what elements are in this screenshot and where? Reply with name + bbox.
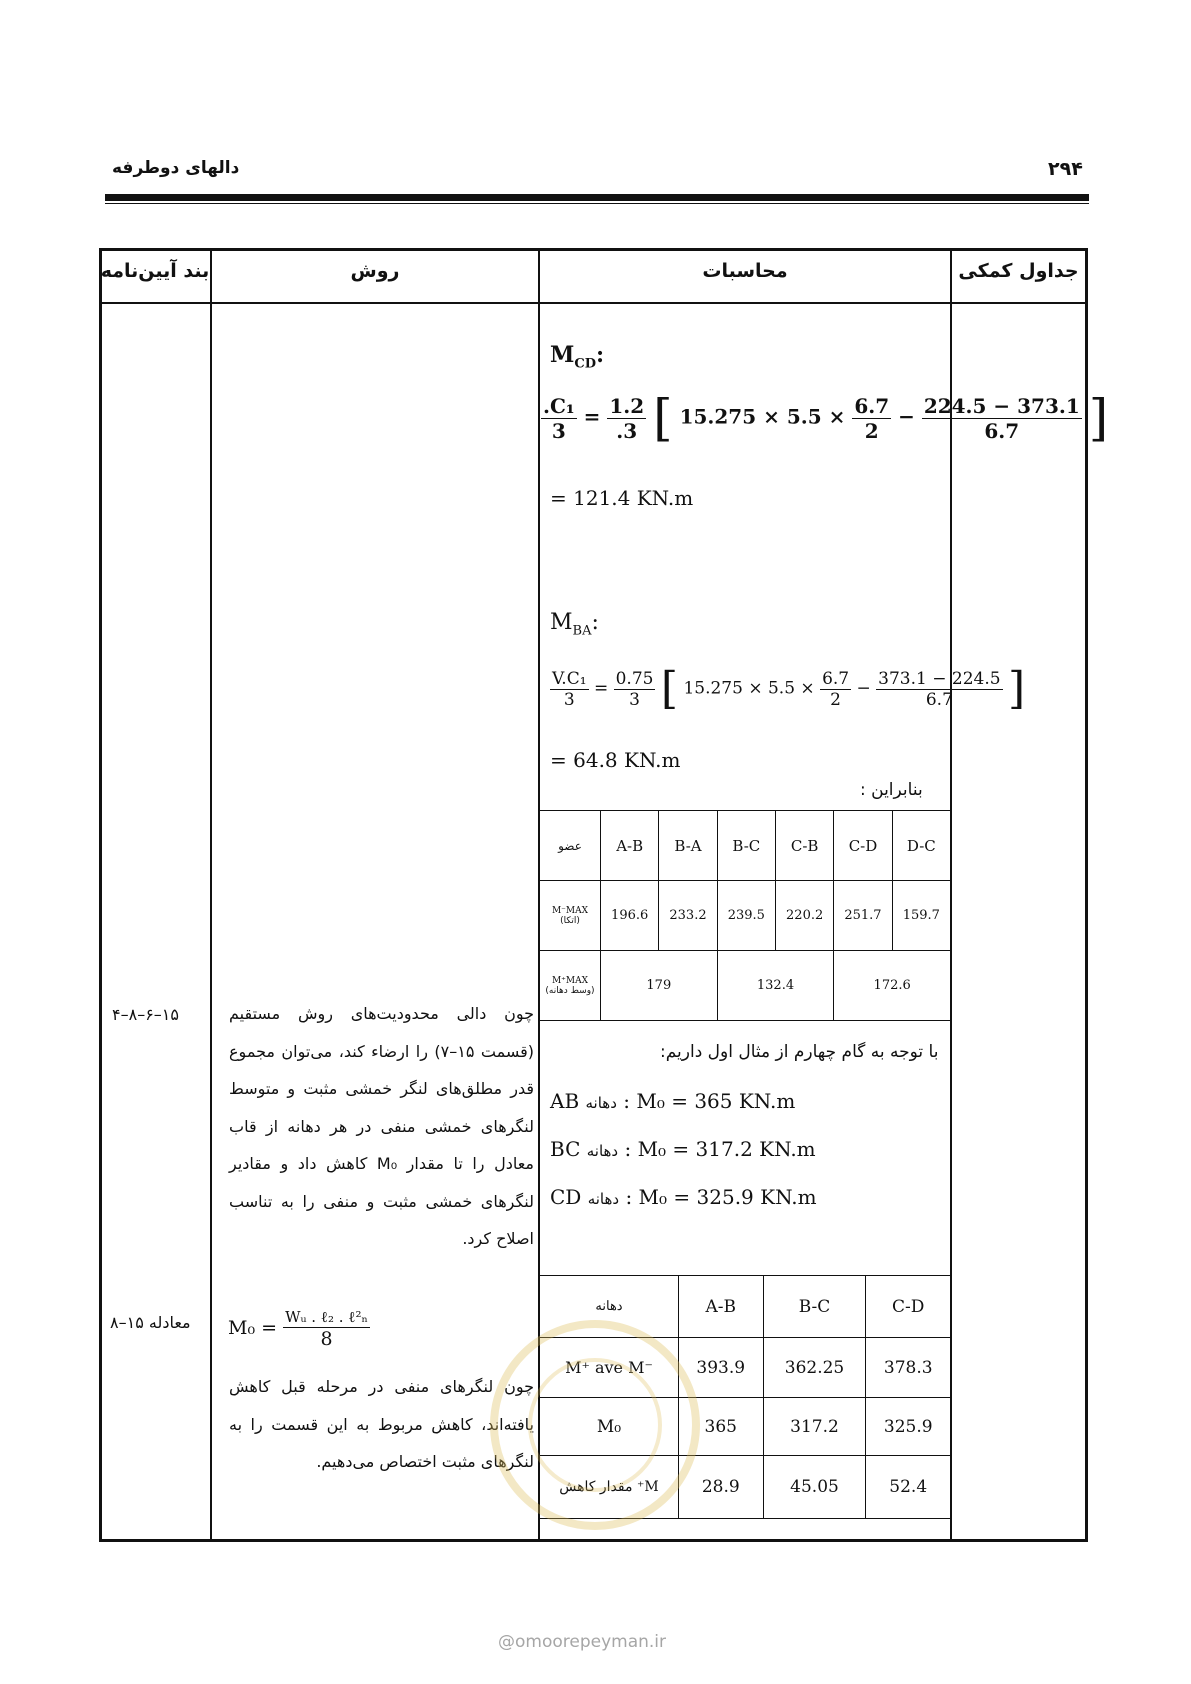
col-header-aux-tables: جداول کمکی (958, 260, 1079, 282)
member-moments-table (539, 810, 951, 1021)
eq1-bracket-open: [ (653, 389, 673, 447)
table1-member: A-B (601, 811, 659, 881)
method-paragraph-1: چون دالی محدودیت‌های روش مستقیم (قسمت ۱۵–۷) را ارضاء کند، می‌توان مجموع قدر مطلق‌های لنگر خمشی مثبت و متوسط لنگرهای خمشی منفی در هر دهانه از قاب معادل را تا مقدار M₀ کاهش داد و مقادیر لنگرهای خمشی مثبت و منفی را به تناسب اصلاح کرد. (229, 1004, 534, 1248)
span-cd: CD دهانه : M₀ = 325.9 KN.m (550, 1185, 817, 1209)
table1-cell: 132.4 (717, 951, 834, 1021)
mba-equation (550, 664, 1025, 714)
mcd-label-main: M (550, 342, 575, 368)
table2-cell: 393.9 (679, 1338, 764, 1398)
table2-cell: 362.25 (763, 1338, 866, 1398)
mba-label-sub: BA (572, 623, 592, 639)
eq2-frac1: $\frac{6.7}{2}$ (822, 668, 850, 710)
eq2-term: 15.275 × 5.5 × (683, 678, 815, 699)
table1-cell: 179 (601, 951, 718, 1021)
mcd-label-colon: : (595, 342, 605, 368)
table1-cell: 233.2 (659, 881, 717, 951)
table1-row2-label: M⁺MAX (وسط دهانه) (540, 951, 601, 1021)
table1-member: B-A (659, 811, 717, 881)
mcd-equation (541, 389, 1109, 447)
mba-label-colon: : (591, 610, 599, 635)
eq1-bracket-close: ] (1088, 389, 1109, 447)
col-header-clause: بند آیین‌نامه (100, 260, 210, 282)
table1-header-label: عضو (540, 811, 601, 881)
table1-member: C-B (775, 811, 833, 881)
header-rule-thick (105, 194, 1089, 201)
table2-row-label: M₀ (540, 1398, 679, 1456)
table1-cell: 251.7 (834, 881, 892, 951)
watermark-text: @omoorepeyman.ir (498, 1632, 667, 1652)
table2-cell: 45.05 (763, 1456, 866, 1519)
table2-cell: 317.2 (763, 1398, 866, 1456)
col-header-calculations: محاسبات (702, 260, 788, 282)
mcd-result: = 121.4 KN.m (550, 486, 694, 510)
eq1-frac2: $\frac{224.5 - 373.1}{6.7}$ (923, 393, 1080, 443)
table2-span: C-D (866, 1276, 951, 1338)
table1-member: C-D (834, 811, 892, 881)
table2-row-label: M⁺ مقدار کاهش (540, 1456, 679, 1519)
eq1-term: 15.275 × 5.5 × (679, 404, 846, 429)
header-row-divider (99, 302, 1088, 304)
table2-span: A-B (679, 1276, 764, 1338)
table1-member: D-C (892, 811, 950, 881)
header-rule-thin (105, 203, 1089, 204)
eq2-bracket-close: ] (1007, 663, 1026, 714)
mba-result: = 64.8 KN.m (550, 748, 681, 772)
table2-cell: 28.9 (679, 1456, 764, 1519)
table2-cell: 378.3 (866, 1338, 951, 1398)
table1-cell: 220.2 (775, 881, 833, 951)
table1-row1-label: M⁻MAX (اتکا) (540, 881, 601, 951)
table1-cell: 172.6 (834, 951, 951, 1021)
table1-cell: 239.5 (717, 881, 775, 951)
table2-header-label: دهانه (540, 1276, 679, 1338)
eq1-minus: − (898, 404, 915, 429)
method-formula (228, 1308, 370, 1350)
mcd-label-sub: CD (574, 356, 596, 372)
eq2-lhs: $\frac{\text{V.C₁}}{3}$ (552, 668, 587, 710)
span-ab: AB دهانه : M₀ = 365 KN.m (550, 1089, 796, 1113)
span-bc: BC دهانه : M₀ = 317.2 KN.m (550, 1137, 816, 1161)
table2-row-label: M⁺ ave M⁻ (540, 1338, 679, 1398)
mba-label (550, 610, 599, 638)
eq2-coef: $\frac{0.75}{3}$ (615, 668, 654, 710)
col-divider-clause (210, 248, 212, 1542)
step-text: با توجه به گام چهارم از مثال اول داریم: (660, 1042, 939, 1062)
table1-cell: 196.6 (601, 881, 659, 951)
eq2-frac2: $\frac{373.1 - 224.5}{6.7}$ (878, 668, 1001, 710)
table2-cell: 325.9 (866, 1398, 951, 1456)
formula-lhs: M₀ = (228, 1317, 278, 1339)
clause-reference-2: معادله ۱۵–۸ (110, 1313, 191, 1332)
table2-cell: 365 (679, 1398, 764, 1456)
eq2-equals: = (593, 678, 609, 699)
eq1-frac1: $\frac{6.7}{2}$ (854, 393, 890, 443)
mba-label-main: M (550, 610, 573, 635)
therefore-text: بنابراین : (860, 780, 923, 800)
table2-cell: 52.4 (866, 1456, 951, 1519)
clause-reference-1: ۱۵–۶–۸–۴ (112, 1005, 179, 1024)
table1-cell: 159.7 (892, 881, 950, 951)
eq2-minus: − (856, 678, 871, 699)
page-number: ۲۹۴ (1048, 158, 1083, 180)
eq1-equals: = (583, 404, 601, 429)
method-paragraph-2: چون لنگرهای منفی در مرحله قبل کاهش یافته‌اند، کاهش مربوط به این قسمت را به لنگرهای مثبت اختصاص می‌دهیم. (229, 1377, 534, 1471)
formula-fraction: $\frac{\text{Wᵤ . ℓ₂ . ℓ²ₙ}}{8}$ (285, 1308, 368, 1350)
eq1-lhs: $\frac{\text{.C₁}}{3}$ (543, 393, 575, 443)
eq2-bracket-open: [ (660, 663, 679, 714)
chapter-title: دالهای دوطرفه (112, 158, 240, 178)
col-header-method: روش (350, 260, 400, 282)
table1-member: B-C (717, 811, 775, 881)
publisher-stamp-icon (490, 1320, 700, 1530)
table2-span: B-C (763, 1276, 866, 1338)
mcd-label (550, 342, 604, 371)
eq1-coef: $\frac{1.2}{.3}$ (609, 393, 645, 443)
